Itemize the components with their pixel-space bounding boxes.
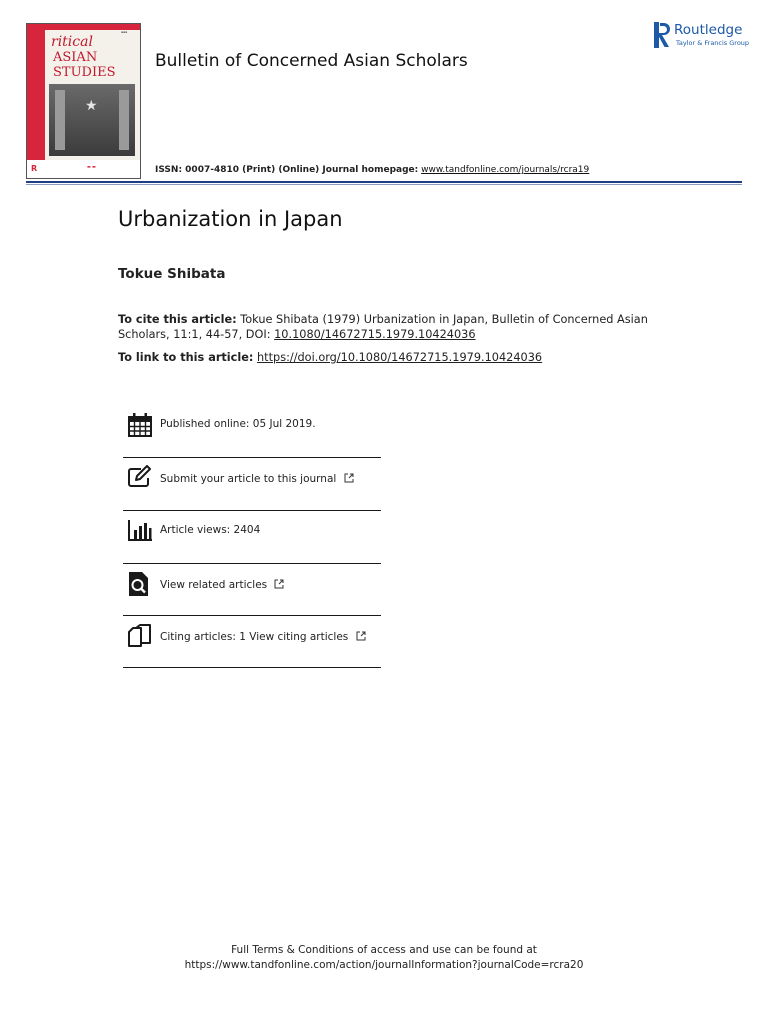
submit-article-link[interactable]: Submit your article to this journal	[160, 473, 354, 485]
footer-line1: Full Terms & Conditions of access and use can be found at	[231, 944, 537, 956]
article-author: Tokue Shibata	[118, 266, 226, 282]
copy-documents-icon	[127, 624, 153, 650]
journal-homepage-link[interactable]: www.tandfonline.com/journals/rcra19	[421, 165, 590, 175]
publisher-name: Routledge	[674, 22, 743, 38]
cover-volume-marks: ▪▪▪	[121, 30, 128, 34]
header-rule	[26, 181, 742, 183]
link-label: To link to this article:	[118, 351, 254, 364]
cite-label: To cite this article:	[118, 313, 237, 326]
calendar-icon	[127, 412, 153, 438]
cover-photo: ★	[49, 84, 135, 156]
issn-line	[155, 165, 589, 175]
journal-cover-image	[26, 23, 141, 179]
divider	[123, 563, 381, 564]
divider	[123, 615, 381, 616]
issn-label: ISSN: 0007-4810 (Print) (Online) Journal homepage:	[155, 165, 419, 175]
published-date: Published online: 05 Jul 2019.	[160, 418, 316, 430]
cite-doi-link[interactable]: 10.1080/14672715.1979.10424036	[274, 328, 476, 341]
routledge-logo-icon	[654, 22, 670, 48]
terms-footer	[0, 943, 768, 973]
view-related-link[interactable]: View related articles	[160, 579, 284, 591]
external-link-icon	[344, 473, 354, 483]
article-link-block	[118, 351, 542, 364]
external-link-icon	[274, 579, 284, 589]
cover-title-line1: ritical	[51, 34, 93, 50]
cite-text: Tokue Shibata (1979) Urbanization in Japan, Bulletin of Concerned Asian Scholars, 11:1, 44-57, DOI:	[118, 313, 648, 341]
citation-block	[118, 312, 648, 342]
citing-row[interactable]	[123, 624, 381, 676]
article-title: Urbanization in Japan	[118, 207, 343, 231]
bar-chart-icon	[127, 518, 153, 544]
terms-link[interactable]: https://www.tandfonline.com/action/journalInformation?journalCode=rcra20	[184, 959, 584, 971]
journal-title[interactable]: Bulletin of Concerned Asian Scholars	[155, 51, 468, 71]
article-views: Article views: 2404	[160, 524, 261, 536]
cover-publisher-logo-icon: R	[31, 164, 38, 173]
search-document-icon	[127, 571, 153, 597]
article-doi-link[interactable]: https://doi.org/10.1080/14672715.1979.10424036	[257, 351, 543, 364]
cover-footer-marks: ▬ ▬	[87, 164, 96, 169]
external-link-icon	[356, 631, 366, 641]
publisher-subtitle: Taylor & Francis Group	[676, 39, 750, 47]
edit-icon	[127, 465, 153, 491]
divider	[123, 457, 381, 458]
cover-title-line2: ASIAN STUDIES	[53, 50, 116, 80]
citing-articles-link[interactable]: Citing articles: 1 View citing articles	[160, 631, 366, 643]
divider	[123, 667, 381, 668]
divider	[123, 510, 381, 511]
header-rule-thin	[26, 184, 742, 185]
